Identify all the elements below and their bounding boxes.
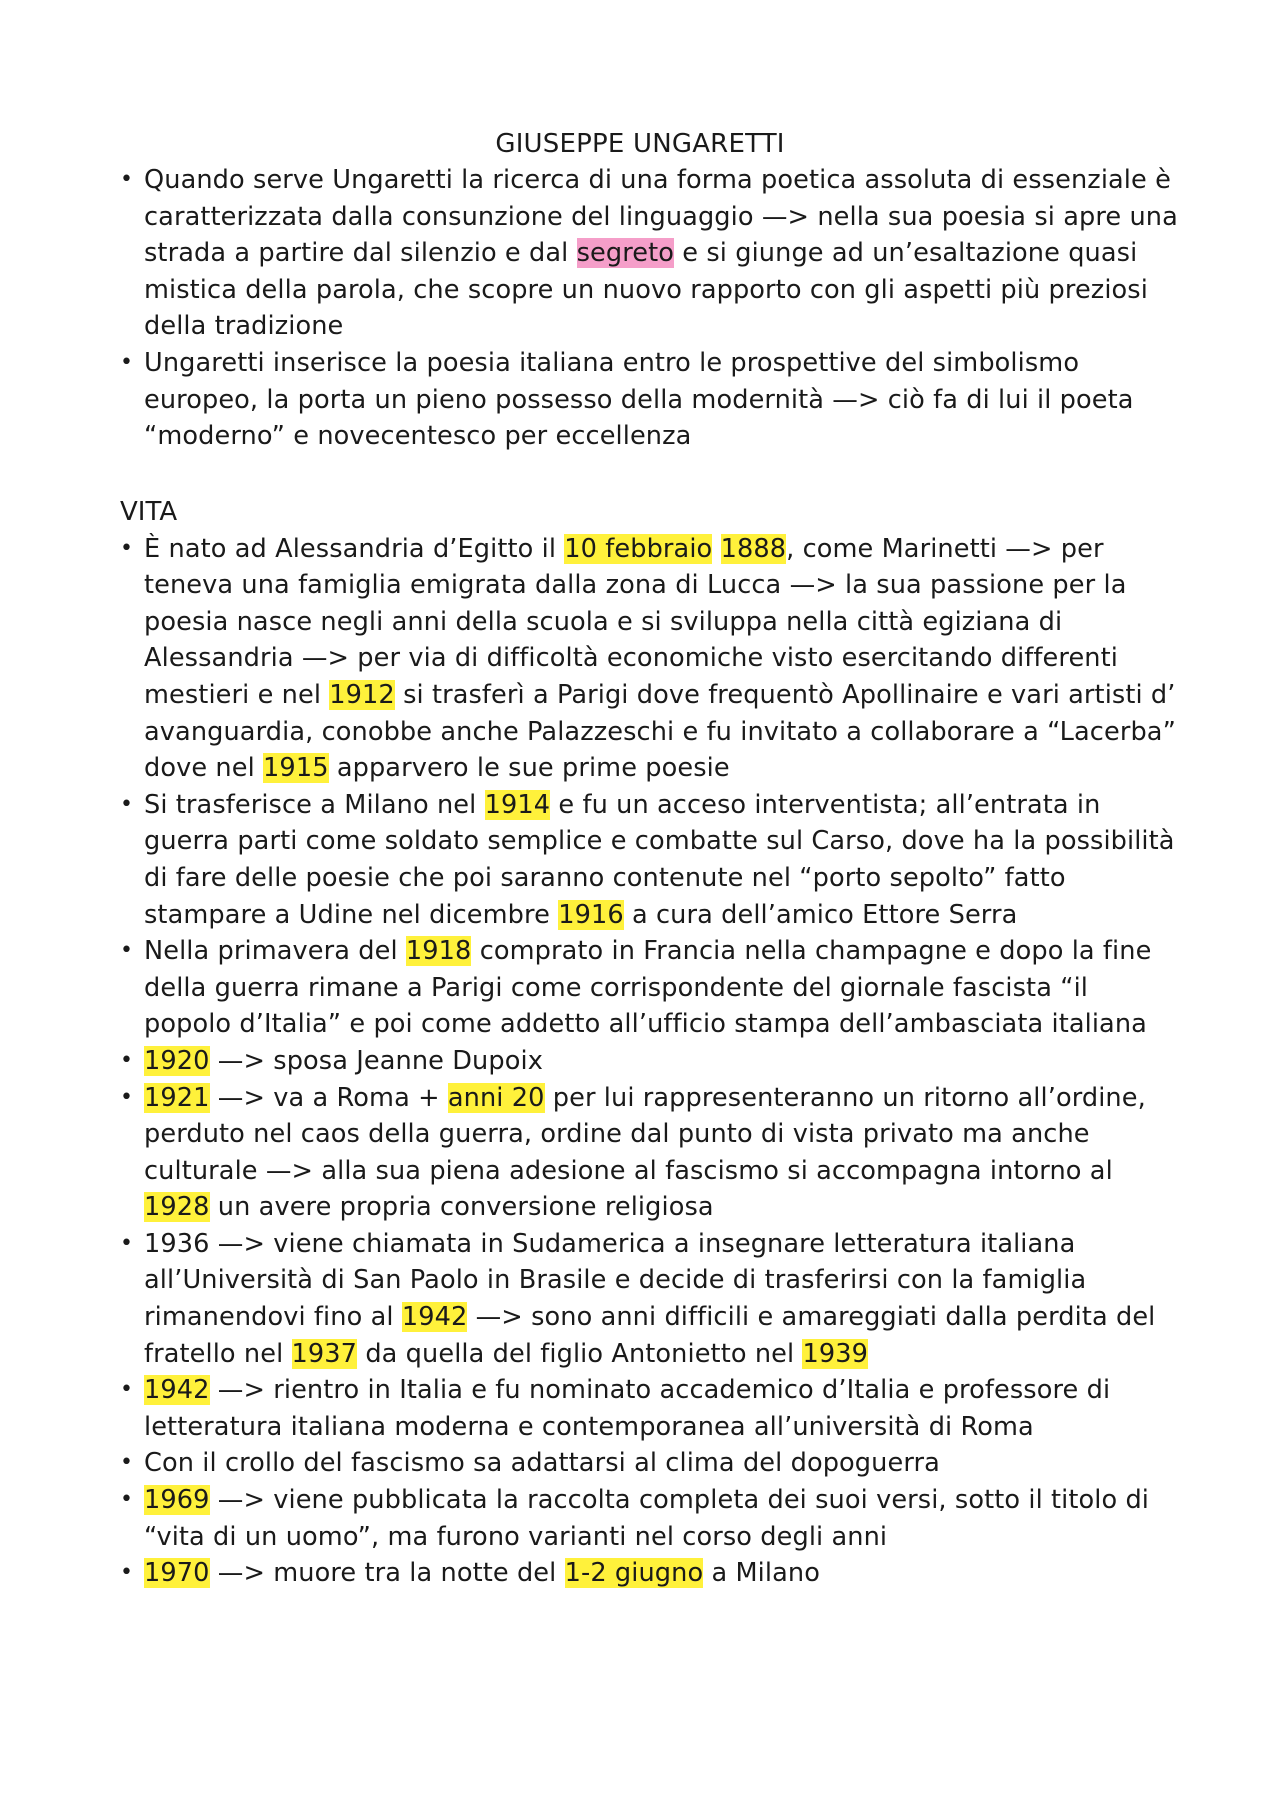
- text-segment: —> va a Roma +: [209, 1082, 448, 1113]
- highlighted-text: 1920: [144, 1045, 210, 1076]
- list-item: [120, 1372, 1180, 1445]
- text-segment: Con il crollo del fascismo sa adattarsi al clima del dopoguerra: [144, 1448, 940, 1479]
- list-item: [120, 1445, 1180, 1482]
- highlighted-text: 1-2 giugno: [564, 1558, 704, 1589]
- list-item: [120, 787, 1180, 933]
- text-segment: Nella primavera del: [144, 936, 406, 967]
- text-segment: —> muore tra la notte del: [209, 1558, 565, 1589]
- highlighted-text-pink: segreto: [576, 238, 675, 269]
- highlighted-text: 10 febbraio: [564, 533, 713, 564]
- list-item: [120, 345, 1180, 455]
- list-item: [120, 1555, 1180, 1592]
- text-segment: —> rientro in Italia e fu nominato accademico d’Italia e professore di letteratura italiana moderna e contemporanea all’università di Roma: [144, 1375, 1111, 1442]
- text-segment: , come Marinetti —> per teneva una famiglia emigrata dalla zona di Lucca —> la sua passione per la poesia nasce negli anni della scuola e si sviluppa nella città egiziana di Alessandria —> per via di difficoltà economiche visto esercitando differenti mestieri e nel: [144, 533, 1127, 710]
- bullet-icon: •: [120, 1487, 134, 1513]
- list-item: [120, 162, 1180, 345]
- text-segment: un avere propria conversione religiosa: [209, 1192, 714, 1223]
- highlighted-text: 1914: [484, 789, 551, 820]
- highlighted-text: 1939: [802, 1338, 868, 1369]
- list-item: [120, 531, 1180, 787]
- text-segment: comprato in Francia nella champagne e dopo la fine della guerra rimane a Parigi come corrispondente del giornale fascista “il popolo d’Italia” e poi come addetto all’ufficio stampa dell’ambasciata italiana: [144, 936, 1152, 1040]
- highlighted-text: 1942: [144, 1375, 210, 1406]
- bullet-icon: •: [120, 167, 134, 192]
- text-segment: e si giunge ad un’esaltazione quasi mistica della parola, che scopre un nuovo rapporto con gli aspetti più preziosi della tradizione: [144, 238, 1148, 342]
- text-segment: Ungaretti inserisce la poesia italiana entro le prospettive del simbolismo europeo, la porta un pieno possesso della modernità —> ciò fa di lui il poeta “moderno” e novecentesco per eccellenza: [144, 347, 1134, 452]
- bullet-icon: •: [120, 349, 134, 375]
- bullet-icon: •: [120, 1230, 134, 1256]
- section-heading-vita: VITA: [120, 497, 178, 527]
- highlighted-text: 1969: [144, 1485, 210, 1516]
- text-segment: a cura dell’amico Ettore Serra: [623, 899, 1018, 930]
- bullet-icon: •: [120, 1084, 134, 1110]
- text-segment: Si trasferisce a Milano nel: [144, 789, 485, 820]
- list-item: [120, 1226, 1180, 1372]
- highlighted-text: 1912: [329, 679, 395, 710]
- bullet-icon: •: [120, 1450, 134, 1476]
- bullet-icon: •: [120, 1560, 134, 1586]
- text-segment: a Milano: [703, 1558, 820, 1589]
- highlighted-text: 1921: [144, 1082, 210, 1113]
- page-title: GIUSEPPE UNGARETTI: [495, 129, 785, 159]
- bullet-icon: •: [120, 938, 134, 964]
- text-segment: da quella del figlio Antonietto nel: [357, 1338, 803, 1369]
- vita-list: [120, 531, 1180, 1592]
- highlighted-text: 1970: [144, 1558, 210, 1589]
- text-segment: —> viene pubblicata la raccolta completa dei suoi versi, sotto il titolo di “vita di un uomo”, ma furono varianti nel corso degli anni: [144, 1485, 1150, 1552]
- text-segment: È nato ad Alessandria d’Egitto il: [144, 533, 565, 564]
- bullet-icon: •: [120, 1377, 134, 1403]
- text-segment: si trasferì a Parigi dove frequentò Apollinaire e vari artisti d’ avanguardia, conobbe anche Palazzeschi e fu invitato a collaborare a “Lacerba” dove nel: [144, 679, 1176, 784]
- highlighted-text: 1937: [291, 1338, 358, 1369]
- text-segment: e fu un acceso interventista; all’entrata in guerra parti come soldato semplice e combatte sul Carso, dove ha la possibilità di fare delle poesie che poi saranno contenute nel “porto sepolto” fatto stampare a Udine nel dicembre: [144, 789, 1175, 930]
- text-segment: apparvero le sue prime poesie: [328, 753, 730, 784]
- highlighted-text: 1942: [401, 1302, 468, 1333]
- highlighted-text: 1915: [263, 753, 329, 784]
- text-segment: [712, 534, 720, 564]
- list-item: [120, 1482, 1180, 1555]
- bullet-icon: •: [120, 791, 134, 817]
- highlighted-text: anni 20: [447, 1082, 545, 1113]
- vita-section: [120, 494, 1180, 1592]
- bullet-icon: •: [120, 535, 134, 561]
- text-segment: —> sposa Jeanne Dupoix: [209, 1045, 543, 1076]
- text-segment: 1936 —> viene chiamata in Sudamerica a insegnare letteratura italiana all’Università di San Paolo in Brasile e decide di trasferirsi con la famiglia rimanendovi fino al: [144, 1228, 1087, 1333]
- highlighted-text: 1928: [144, 1192, 210, 1223]
- intro-section: [120, 162, 1180, 455]
- bullet-icon: •: [120, 1047, 134, 1073]
- text-segment: Quando serve Ungaretti la ricerca di una forma poetica assoluta di essenziale è caratterizzata dalla consunzione del linguaggio —> nella sua poesia si apre una strada a partire dal silenzio e dal: [144, 165, 1178, 269]
- highlighted-text: 1916: [558, 899, 624, 930]
- list-item: [120, 1043, 1180, 1080]
- highlighted-text: 1918: [405, 936, 472, 967]
- list-item: [120, 933, 1180, 1043]
- text-segment: —> sono anni difficili e amareggiati dalla perdita del fratello nel: [144, 1302, 1156, 1369]
- text-segment: per lui rappresenteranno un ritorno all’ordine, perduto nel caos della guerra, ordine dal punto di vista privato ma anche culturale —> alla sua piena adesione al fascismo si accompagna intorno al: [144, 1082, 1146, 1186]
- intro-list: [120, 162, 1180, 455]
- highlighted-text: 1888: [720, 533, 787, 564]
- list-item: [120, 1080, 1180, 1226]
